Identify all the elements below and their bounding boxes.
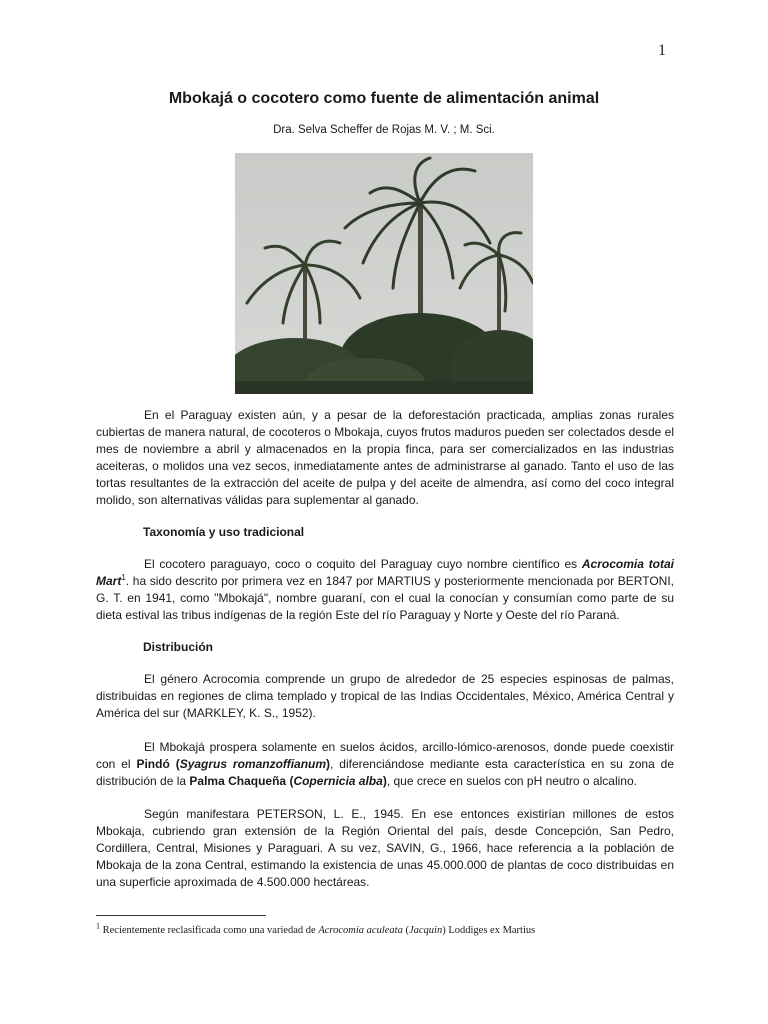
distribution-paragraph-2: El Mbokajá prospera solamente en suelos ácidos, arcillo-lómico-arenosos, donde puede coexistir con el Pindó (Syagrus romanzoffianum), diferenciándose mediante esta característica en su zona de distribución de la Palma Chaqueña (Copernicia alba), que crece en suelos con pH neutro o alcalino. (96, 740, 674, 788)
footnote-ref: 1 (121, 573, 126, 582)
taxonomy-species-name: Acrocomia totai Mart (96, 557, 674, 588)
document-author: Dra. Selva Scheffer de Rojas M. V. ; M. Sci. (273, 124, 495, 136)
distribution-heading: Distribución (143, 640, 214, 654)
document-title: Mbokajá o cocotero como fuente de alimentación animal (168, 90, 600, 107)
pindo-name: Pindó (136, 757, 170, 771)
page-number: 1 (658, 42, 666, 59)
palma-chaquena-name: Palma Chaqueña (189, 774, 287, 788)
taxonomy-heading: Taxonomía y uso tradicional (143, 525, 305, 539)
palm-tree-photo (235, 153, 533, 394)
footnote: $^1$ Recientemente reclasificada como una variedad de Acrocomia aculeata (Jacquin) Loddiges ex Martius (96, 921, 536, 936)
pindo-scientific-name: Syagrus romanzoffianum (179, 757, 327, 771)
taxonomy-paragraph: El cocotero paraguayo, coco o coquito del Paraguay cuyo nombre científico es Acrocomia totai Mart$^1$. ha sido descrito por primera vez en 1847 por MARTIUS y posteriormente mencionada por BERTONI, G. T. en 1941, como "Mbokajá", nombre guaraní, con el cual la conocían y consumían como parte de su dieta estival las tribus indígenas de la región Este del río Paraguay y Norte y Oeste del río Paraná. (96, 557, 674, 622)
intro-paragraph: En el Paraguay existen aún, y a pesar de la deforestación practicada, amplias zonas rurales cubiertas de manera natural, de cocoteros o Mbokaja, cuyos frutos maduros pueden ser colectados desde el mes de noviembre a abril y almacenados en la propia finca, para ser comercializados en las industrias aceiteras, o molidos una vez secos, inmediatamente antes de administrarse al ganado. Tanto el uso de las tortas resultantes de la extracción del aceite de pulpa y del aceite de almendra, así como del coco integral molido, son alternativas válidas para suplementar al ganado. (96, 408, 674, 507)
distribution-paragraph-3: Según manifestara PETERSON, L. E., 1945. En ese entonces existirían millones de estos Mbokaja, cubriendo gran extensión de la Región Oriental del país, desde Concepción, San Pedro, Cordillera, Central, Misiones y Paraguari. A su vez, SAVIN, G., 1966, hace referencia a la población de Mbokaja de la zona Central, estimando la existencia de unas 45.000.000 de plantas de coco distribuidas en una superficie aproximada de 4.500.000 hectáreas. (96, 807, 674, 889)
palma-chaquena-scientific-name: Copernicia alba (293, 774, 383, 788)
footnote-divider (96, 915, 266, 916)
distribution-paragraph-1: El género Acrocomia comprende un grupo de alrededor de 25 especies espinosas de palmas, distribuidas en regiones de clima templado y tropical de las Indias Occidentales, México, América Central y América del sur (MARKLEY, K. S., 1952). (96, 672, 674, 720)
